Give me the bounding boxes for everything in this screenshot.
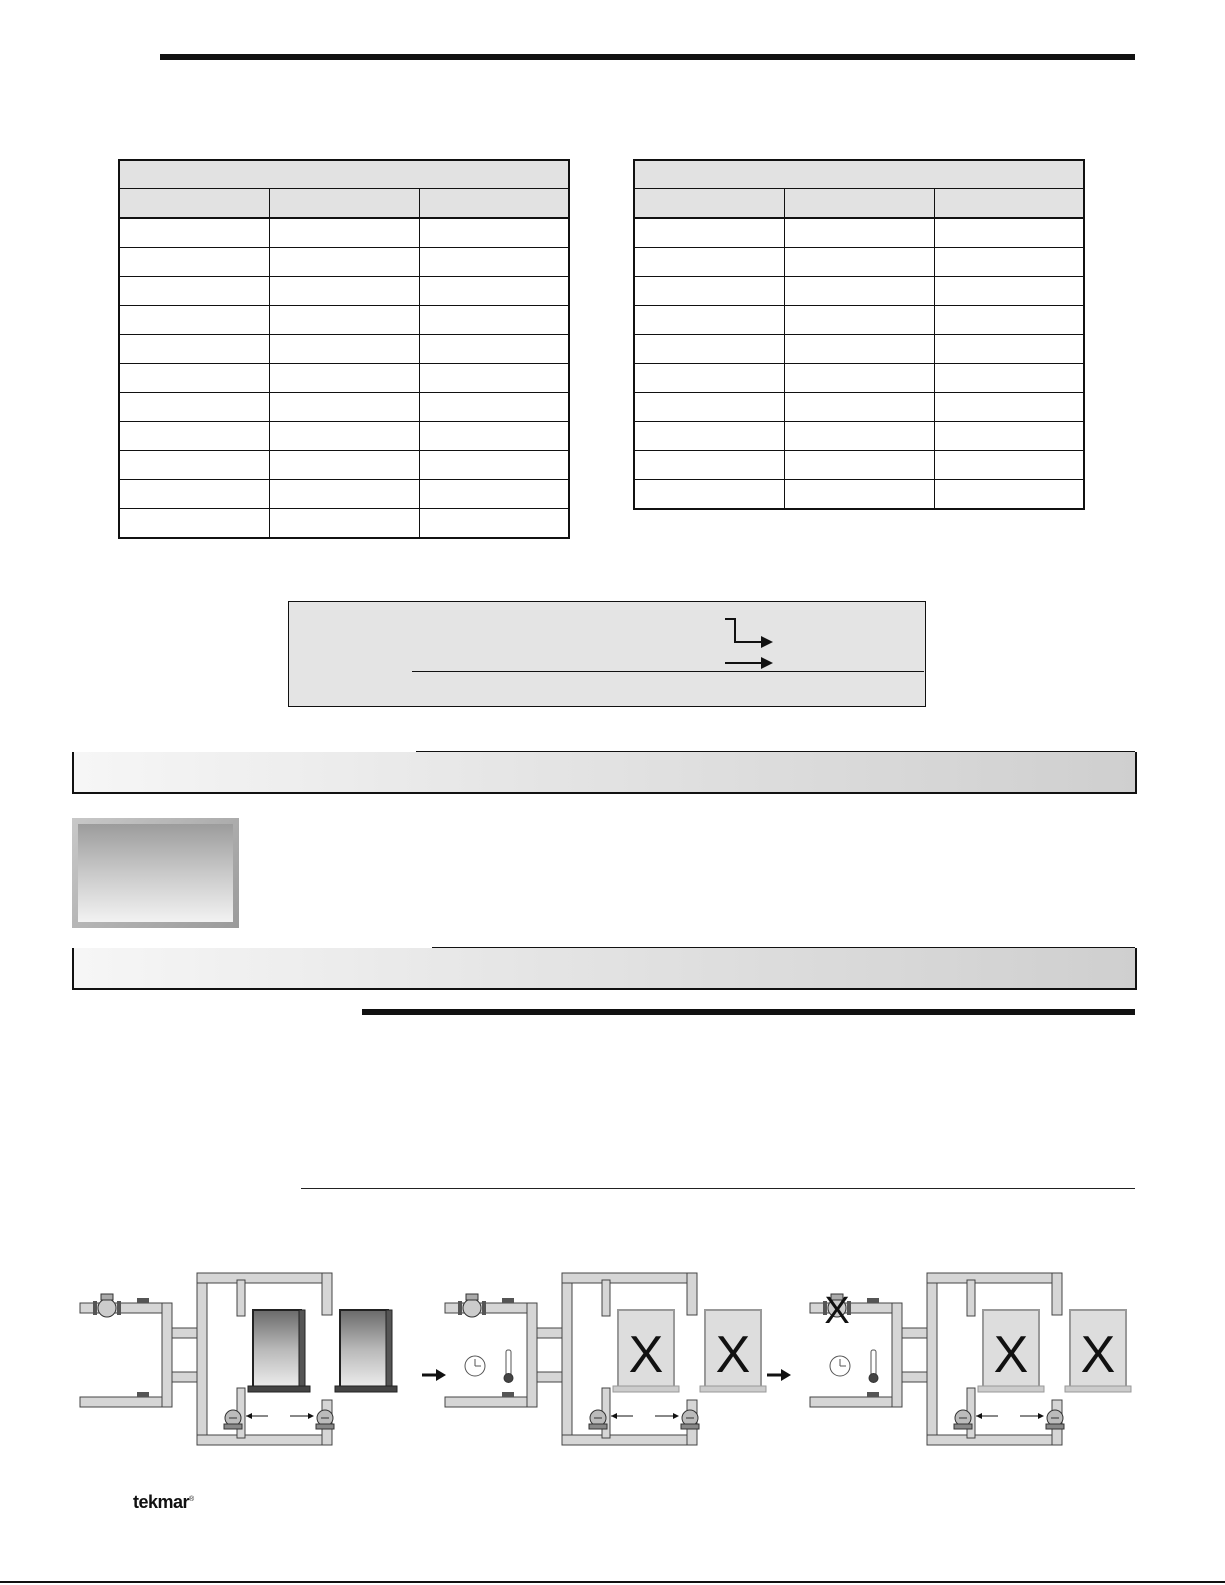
pipe xyxy=(237,1280,245,1316)
legend-arrows xyxy=(289,602,925,706)
pipe xyxy=(902,1328,930,1338)
transition-arrow-head-icon xyxy=(781,1369,791,1381)
table-row xyxy=(634,277,1084,306)
table-row xyxy=(634,451,1084,480)
pipe xyxy=(602,1280,610,1316)
pipe xyxy=(927,1273,937,1445)
table-row xyxy=(634,248,1084,277)
legend-divider xyxy=(412,671,924,672)
table-row xyxy=(634,335,1084,364)
transition-arrow-head-icon xyxy=(436,1369,446,1381)
table-left-header xyxy=(119,189,569,219)
pipe xyxy=(172,1328,200,1338)
table-row xyxy=(119,480,569,509)
pipe xyxy=(197,1273,332,1283)
pipe xyxy=(80,1397,168,1407)
pipe xyxy=(687,1273,697,1315)
bottom-rule xyxy=(0,1581,1225,1583)
table-right-header xyxy=(634,189,1084,219)
table-row xyxy=(119,335,569,364)
pipe xyxy=(527,1303,537,1407)
flow-arrow-head-icon xyxy=(308,1413,314,1419)
tekmar-logo: tekmar® xyxy=(133,1492,194,1512)
boiler-disabled-mark: X xyxy=(715,1326,751,1384)
boiler-icon xyxy=(613,1310,679,1392)
valve-disabled-mark: X xyxy=(824,1290,850,1332)
table-left xyxy=(118,159,570,539)
pump-icon xyxy=(316,1410,334,1429)
boiler-icon xyxy=(248,1310,310,1392)
pipe xyxy=(927,1273,1062,1283)
clock-icon xyxy=(830,1356,850,1376)
pump-icon xyxy=(589,1410,607,1429)
flow-arrow-head-icon xyxy=(1038,1413,1044,1419)
table-row xyxy=(119,393,569,422)
boiler-icon xyxy=(1065,1310,1131,1392)
pipe-marker xyxy=(867,1298,879,1303)
pipe xyxy=(322,1273,332,1315)
pipe xyxy=(445,1397,533,1407)
boiler-icon xyxy=(700,1310,766,1392)
pipe xyxy=(562,1273,697,1283)
pipe-marker xyxy=(502,1392,514,1397)
pipe xyxy=(162,1303,172,1407)
straight-arrow-head-icon xyxy=(761,657,773,669)
diagram-normal-operation xyxy=(80,1273,397,1445)
pipe xyxy=(810,1397,898,1407)
boiler-disabled-mark: X xyxy=(628,1326,664,1384)
pipe-marker xyxy=(137,1392,149,1397)
table-row xyxy=(634,364,1084,393)
step-arrow-head-icon xyxy=(761,636,773,648)
boiler-disabled-mark: X xyxy=(993,1326,1029,1384)
table-row xyxy=(634,218,1084,248)
pipe xyxy=(197,1435,332,1445)
table-row xyxy=(119,364,569,393)
table-row xyxy=(634,480,1084,510)
pump-icon xyxy=(1046,1410,1064,1429)
flow-arrow-head-icon xyxy=(246,1413,252,1419)
boiler-disabled-mark: X xyxy=(1080,1326,1116,1384)
thermometer-icon xyxy=(869,1350,878,1383)
pipe xyxy=(562,1435,697,1445)
pipe xyxy=(927,1435,1062,1445)
section-header-bar-1 xyxy=(72,752,1137,794)
table-row xyxy=(119,509,569,539)
boiler-icon xyxy=(335,1310,397,1392)
pipe xyxy=(967,1280,975,1316)
pump-icon xyxy=(224,1410,242,1429)
pipe xyxy=(562,1273,572,1445)
diagram-boilers-disabled xyxy=(445,1273,766,1445)
table-row xyxy=(634,393,1084,422)
pump-icon xyxy=(681,1410,699,1429)
thick-rule xyxy=(362,1009,1135,1015)
pipe xyxy=(197,1273,207,1445)
pipe xyxy=(537,1328,565,1338)
table-right xyxy=(633,159,1085,510)
section-badge xyxy=(72,818,239,928)
table-row xyxy=(634,306,1084,335)
table-left-caption xyxy=(119,160,569,189)
diagram-valve-and-boilers-disabled xyxy=(810,1273,1131,1445)
step-arrow-icon xyxy=(725,619,764,642)
pipe xyxy=(172,1372,200,1382)
section-header-bar-2 xyxy=(72,948,1137,990)
pipe xyxy=(902,1372,930,1382)
flow-arrow-head-icon xyxy=(611,1413,617,1419)
top-rule xyxy=(160,54,1135,60)
table-row xyxy=(119,422,569,451)
legend-box xyxy=(288,601,926,707)
pipe-marker xyxy=(502,1298,514,1303)
table-row xyxy=(119,451,569,480)
flow-arrow-head-icon xyxy=(976,1413,982,1419)
pipe xyxy=(892,1303,902,1407)
clock-icon xyxy=(465,1356,485,1376)
table-row xyxy=(119,218,569,248)
table-row xyxy=(119,277,569,306)
pipe-marker xyxy=(137,1298,149,1303)
pipe-marker xyxy=(867,1392,879,1397)
piping-diagrams xyxy=(0,1270,1225,1500)
table-row xyxy=(634,422,1084,451)
boiler-icon xyxy=(978,1310,1044,1392)
pump-icon xyxy=(954,1410,972,1429)
flow-arrow-head-icon xyxy=(673,1413,679,1419)
table-right-caption xyxy=(634,160,1084,189)
table-row xyxy=(119,306,569,335)
table-row xyxy=(119,248,569,277)
thin-rule xyxy=(301,1188,1135,1189)
pipe xyxy=(1052,1273,1062,1315)
pipe xyxy=(537,1372,565,1382)
thermometer-icon xyxy=(504,1350,513,1383)
